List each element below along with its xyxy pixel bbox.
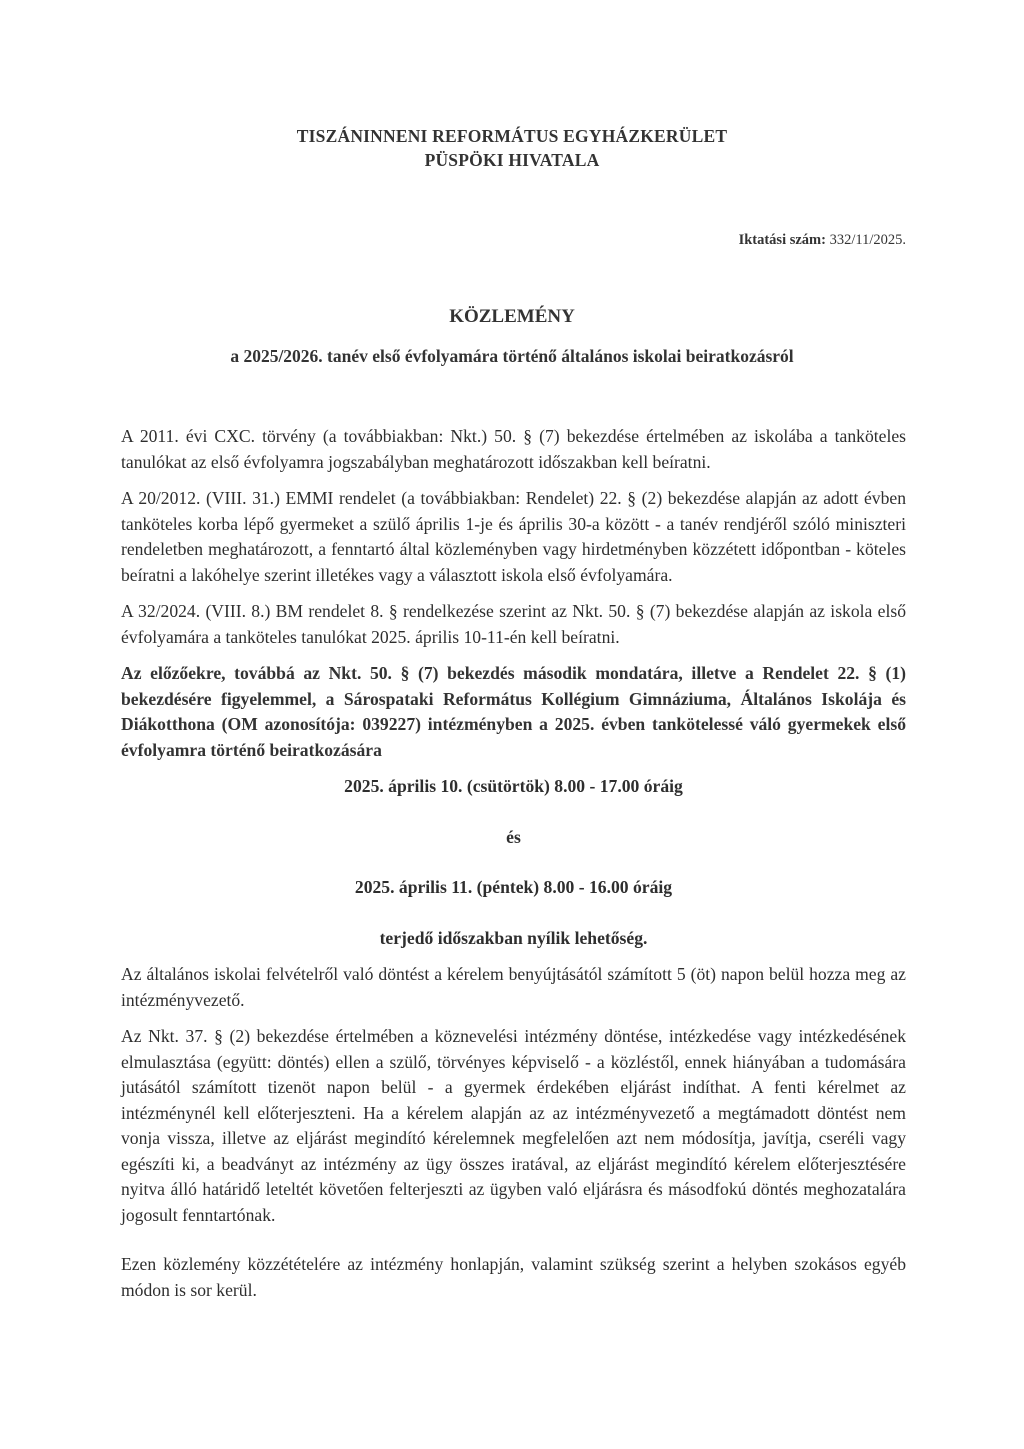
paragraph-publication: Ezen közlemény közzétételére az intézmény honlapján, valamint szükség szerint a helyben szokásos egyéb módon is sor kerül.: [121, 1254, 906, 1300]
paragraph-decision-deadline: Az általános iskolai felvételről való döntést a kérelem benyújtásától számított 5 (öt) napon belül hozza meg az intézményvezető.: [121, 964, 906, 1010]
registration-label: Iktatási szám:: [738, 232, 826, 248]
paragraph-enrollment-intro: Az előzőekre, továbbá az Nkt. 50. § (7) bekezdés második mondatára, illetve a Rendelet 22. § (1) bekezdésére figyelemmel, a Sárospataki Református Kollégium Gimnáziuma, Általános Iskolája és Diákotthona (OM azonosítója: 039227) intézményben a 2025. évben tankötelessé váló gyermekek első évfolyamra történő beiratkozására: [121, 663, 906, 760]
document-title: KÖZLEMÉNY: [449, 306, 575, 327]
issuer-header: [0, 124, 1024, 172]
registration-number: [739, 232, 906, 249]
issuer-office: PÜSPÖKI HIVATALA: [424, 150, 600, 170]
document-subtitle: a 2025/2026. tanév első évfolyamára történő általános iskolai beiratkozásról: [230, 346, 794, 366]
paragraph-nkt-reference: A 2011. évi CXC. törvény (a továbbiakban: Nkt.) 50. § (7) bekezdése értelmében az iskolába a tanköteles tanulókat az első évfolyamra jogszabályban meghatározott időszakban kell beíratni.: [121, 426, 906, 472]
issuer-name: TISZÁNINNENI REFORMÁTUS EGYHÁZKERÜLET: [296, 126, 728, 146]
enrollment-period: terjedő időszakban nyílik lehetőség.: [379, 927, 648, 948]
enrollment-date-1: 2025. április 10. (csütörtök) 8.00 - 17.00 óráig: [344, 776, 683, 796]
document-body: [121, 424, 906, 1314]
enrollment-date-2: 2025. április 11. (péntek) 8.00 - 16.00 óráig: [354, 877, 673, 897]
registration-value: 332/11/2025.: [829, 232, 906, 248]
paragraph-appeal: Az Nkt. 37. § (2) bekezdése értelmében a köznevelési intézmény döntése, intézkedése vagy intézkedésének elmulasztása (együtt: döntés) ellen a szülő, törvényes képviselő - a közléstől, ennek hiányában a tudomására jutásától számított tizenöt napon belül - a gyermek érdekében eljárást indíthat. A fenti kérelmet az intézménynél kell előterjeszteni. Ha a kérelem alapján az az intézményvezető a megtámadott döntést nem vonja vissza, illetve az eljárást megindító kérelemnek megfelelően azt nem módosítja, javítja, cseréli vagy egészíti ki, a beadványt az intézmény az ügy összes iratával, az eljárást megindító kérelem előterjesztésére nyitva álló határidő leteltét követően felterjeszti az ügyben való eljárásra és másodfokú döntés meghozatalára jogosult fenntartónak.: [121, 1026, 906, 1225]
enrollment-and: és: [506, 826, 521, 847]
paragraph-bm-decree: A 32/2024. (VIII. 8.) BM rendelet 8. § rendelkezése szerint az Nkt. 50. § (7) bekezdése alapján az iskola első évfolyamára a tanköteles tanulókat 2025. április 10-11-én kell beíratni.: [121, 601, 906, 647]
paragraph-emmi-decree: A 20/2012. (VIII. 31.) EMMI rendelet (a továbbiakban: Rendelet) 22. § (2) bekezdése alapján az adott évben tanköteles korba lépő gyermeket a szülő április 1-je és április 30-a között - a tanév rendjéről szóló miniszteri rendeletben meghatározott, a fenntartó által közleményben vagy hirdetményben közzétett időpontban - köteles beíratni a lakóhelye szerint illetékes vagy a választott iskola első évfolyamára.: [121, 488, 906, 585]
